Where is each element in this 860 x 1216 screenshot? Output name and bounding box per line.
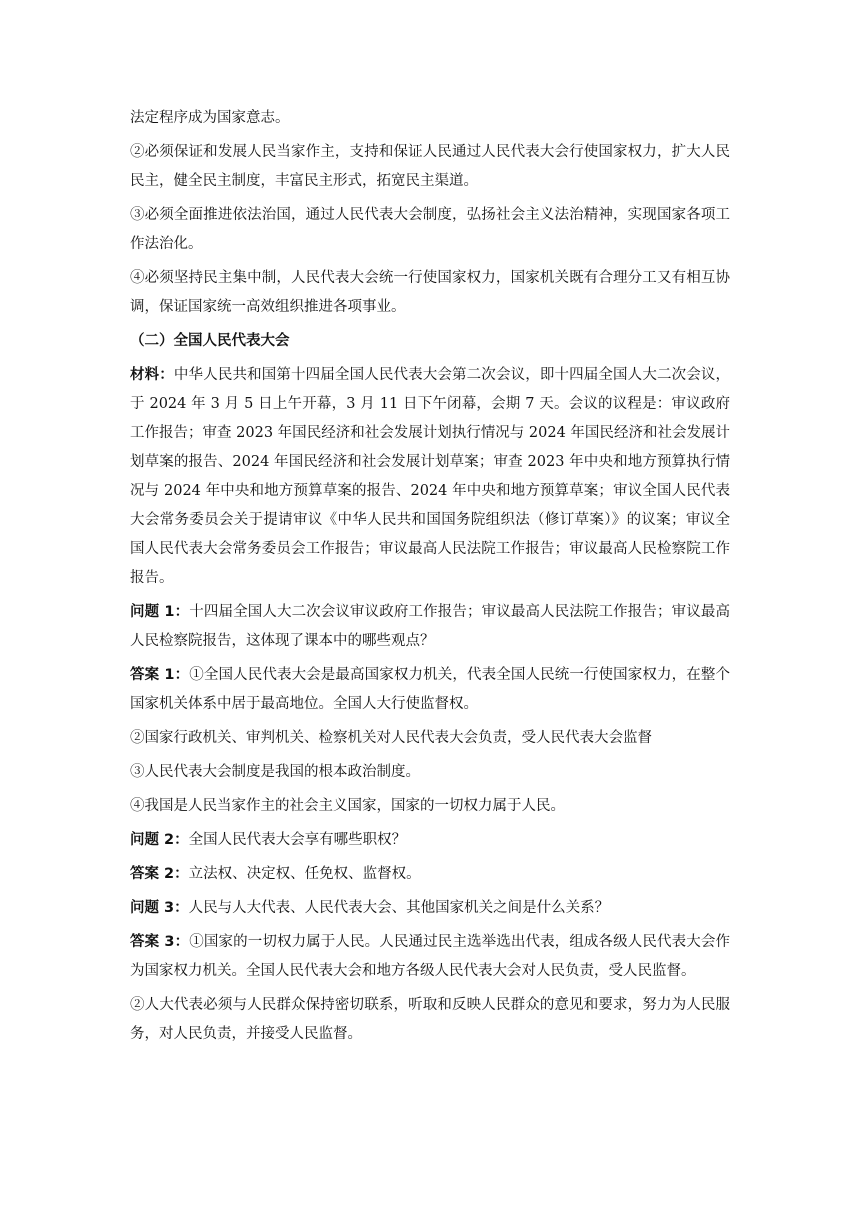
material-text: 中华人民共和国第十四届全国人民代表大会第二次会议，即十四届全国人大二次会议，于 2024 年 3 月 5 日上午开幕，3 月 11 日下午闭幕，会期 7 天。会议的议程是：审议政府工作报告；审查 2023 年国民经济和社会发展计划执行情况与 2024 年国民经济和社会发展计划草案的报告、2024 年国民经济和社会发展计划草案；审查 2023 年中央和地方预算执行情况与 2024 年中央和地方预算草案的报告、2024 年中央和地方预算草案；审议全国人民代表大会常务委员会关于提请审议《中华人民共和国国务院组织法（修订草案）》的议案；审议全国人民代表大会常务委员会工作报告；审议最高人民法院工作报告；审议最高人民检察院工作报告。 [130,367,731,586]
answer-1-label: 答案 1： [130,667,190,683]
question-2-text: 全国人民代表大会享有哪些职权？ [188,832,407,848]
answer-2 [130,860,730,889]
answer-3 [130,928,730,986]
question-1 [130,598,730,656]
paragraph-1: 法定程序成为国家意志。 [130,110,290,126]
question-2-label: 问题 2： [130,832,189,848]
paragraph-2: ②必须保证和发展人民当家作主，支持和保证人民通过人民代表大会行使国家权力，扩大人民民主，健全民主制度，丰富民主形式，拓宽民主渠道。 [130,144,730,189]
answer-1 [130,661,730,719]
answer-1-item-3: ③人民代表大会制度是我国的根本政治制度。 [130,764,420,780]
answer-3-label: 答案 3： [130,934,190,950]
answer-1-item-2: ②国家行政机关、审判机关、检察机关对人民代表大会负责，受人民代表大会监督 [130,730,652,746]
section-heading: （二）全国人民代表大会 [130,333,290,349]
answer-1-text: ①全国人民代表大会是最高国家权力机关，代表全国人民统一行使国家权力，在整个国家机关体系中居于最高地位。全国人大行使监督权。 [130,667,730,712]
question-3 [130,894,730,923]
answer-2-label: 答案 2： [130,866,189,882]
answer-3-text: ①国家的一切权力属于人民。人民通过民主选举选出代表，组成各级人民代表大会作为国家权力机关。全国人民代表大会和地方各级人民代表大会对人民负责，受人民监督。 [130,934,730,979]
question-3-label: 问题 3： [130,900,189,916]
question-1-text: 十四届全国人大二次会议审议政府工作报告；审议最高人民法院工作报告；审议最高人民检察院报告，这体现了课本中的哪些观点？ [130,604,730,649]
paragraph-4: ④必须坚持民主集中制，人民代表大会统一行使国家权力，国家机关既有合理分工又有相互协调，保证国家统一高效组织推进各项事业。 [130,270,730,315]
answer-3-item-2: ②人大代表必须与人民群众保持密切联系，听取和反映人民群众的意见和要求，努力为人民服务，对人民负责，并接受人民监督。 [130,997,730,1042]
material-label: 材料： [130,367,174,383]
question-1-label: 问题 1： [130,604,190,620]
paragraph-3: ③必须全面推进依法治国，通过人民代表大会制度，弘扬社会主义法治精神，实现国家各项工作法治化。 [130,207,730,252]
answer-2-text: 立法权、决定权、任免权、监督权。 [188,866,421,882]
question-3-text: 人民与人大代表、人民代表大会、其他国家机关之间是什么关系？ [188,900,610,916]
answer-1-item-4: ④我国是人民当家作主的社会主义国家，国家的一切权力属于人民。 [130,798,565,814]
document-body [130,104,730,1054]
question-2 [130,826,730,855]
material-paragraph [130,361,730,593]
